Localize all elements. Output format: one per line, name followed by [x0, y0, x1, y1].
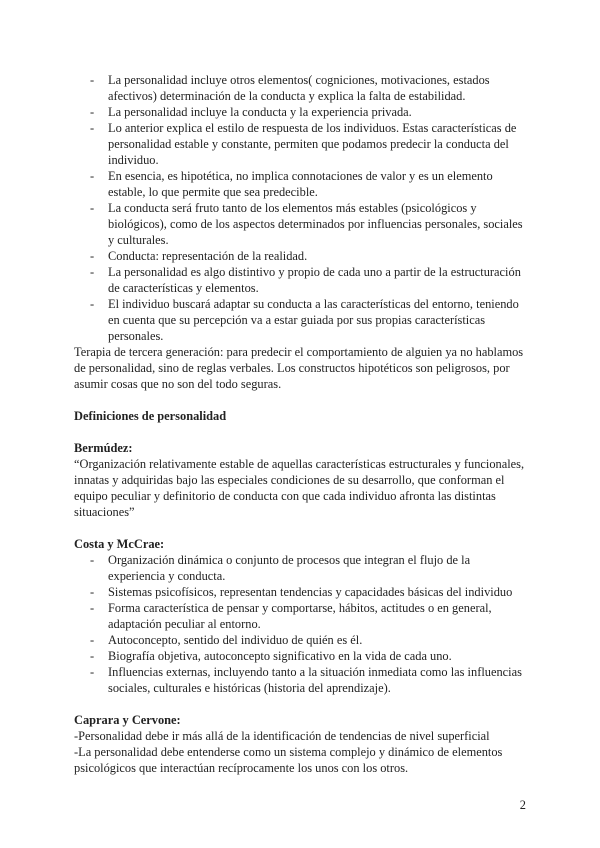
list-item	[74, 120, 530, 168]
list-item-text: Influencias externas, incluyendo tanto a la situación inmediata como las influencias sociales, culturales e históricas (historia del aprendizaje).	[108, 665, 522, 695]
list-item	[74, 72, 530, 104]
list-item	[74, 552, 530, 584]
list-item	[74, 600, 530, 632]
caprara-line: -La personalidad debe entenderse como un sistema complejo y dinámico de elementos psicológicos que interactúan recíprocamente los unos con los otros.	[74, 745, 503, 775]
costa-list	[74, 552, 530, 696]
list-item-text: En esencia, es hipotética, no implica connotaciones de valor y es un elemento estable, lo que permite que sea predecible.	[108, 169, 493, 199]
dash-bullet: -	[90, 553, 95, 567]
dash-bullet: -	[90, 73, 95, 87]
list-item-text: Conducta: representación de la realidad.	[108, 249, 308, 263]
spacer	[74, 520, 530, 536]
list-item-text: Forma característica de pensar y comportarse, hábitos, actitudes o en general, adaptación peculiar al entorno.	[108, 601, 492, 631]
caprara-line: -Personalidad debe ir más allá de la identificación de tendencias de nivel superficial	[74, 729, 490, 743]
list-item-text: Organización dinámica o conjunto de procesos que integran el flujo de la experiencia y conducta.	[108, 553, 471, 583]
list-item	[74, 264, 530, 296]
section-title: Definiciones de personalidad	[74, 409, 227, 423]
list-item	[74, 248, 530, 264]
spacer	[74, 424, 530, 440]
list-item-text: El individuo buscará adaptar su conducta a las características del entorno, teniendo en cuenta que su percepción va a estar guiada por sus propias características personales.	[108, 297, 519, 343]
list-item	[74, 200, 530, 248]
list-item-text: Autoconcepto, sentido del individuo de quién es él.	[108, 633, 363, 647]
list-item-text: Sistemas psicofísicos, representan tendencias y capacidades básicas del individuo	[108, 585, 513, 599]
costa-heading: Costa y McCrae:	[74, 537, 165, 551]
list-item-text: Biografía objetiva, autoconcepto significativo en la vida de cada uno.	[108, 649, 452, 663]
caprara-heading: Caprara y Cervone:	[74, 713, 181, 727]
list-item-text: La personalidad incluye otros elementos( cogniciones, motivaciones, estados afectivos) determinación de la conducta y explica la falta de estabilidad.	[108, 73, 490, 103]
dash-bullet: -	[90, 585, 95, 599]
page-number: 2	[519, 798, 526, 812]
list-item	[74, 664, 530, 696]
list-item-text: La personalidad es algo distintivo y propio de cada uno a partir de la estructuración de características y elementos.	[108, 265, 521, 295]
dash-bullet: -	[90, 265, 95, 279]
list-item-text: La conducta será fruto tanto de los elementos más estables (psicológicos y biológicos), como de los aspectos determinados por influencias personales, sociales y culturales.	[108, 201, 523, 247]
intro-list	[74, 72, 530, 344]
dash-bullet: -	[90, 121, 95, 135]
bermudez-quote: “Organización relativamente estable de aquellas características estructurales y funcionales, innatas y adquiridas bajo las especiales condiciones de su desarrollo, que conforman el equipo peculiar y definitorio de conducta con que cada individuo afronta las distintas situaciones”	[74, 457, 525, 519]
dash-bullet: -	[90, 201, 95, 215]
list-item	[74, 296, 530, 344]
dash-bullet: -	[90, 169, 95, 183]
list-item	[74, 168, 530, 200]
list-item-text: La personalidad incluye la conducta y la experiencia privada.	[108, 105, 412, 119]
dash-bullet: -	[90, 297, 95, 311]
dash-bullet: -	[90, 105, 95, 119]
dash-bullet: -	[90, 665, 95, 679]
list-item	[74, 648, 530, 664]
document-page	[74, 72, 530, 776]
list-item	[74, 584, 530, 600]
list-item	[74, 104, 530, 120]
bermudez-heading: Bermúdez:	[74, 441, 133, 455]
dash-bullet: -	[90, 249, 95, 263]
dash-bullet: -	[90, 633, 95, 647]
spacer	[74, 696, 530, 712]
list-item	[74, 632, 530, 648]
list-item-text: Lo anterior explica el estilo de respuesta de los individuos. Estas características de personalidad estable y constante, permiten que podamos predecir la conducta del individuo.	[108, 121, 517, 167]
dash-bullet: -	[90, 649, 95, 663]
dash-bullet: -	[90, 601, 95, 615]
spacer	[74, 392, 530, 408]
tercera-generacion-paragraph: Terapia de tercera generación: para predecir el comportamiento de alguien ya no hablamos de personalidad, sino de reglas verbales. Los constructos hipotéticos son peligrosos, por asumir cosas que no son del todo seguras.	[74, 345, 524, 391]
